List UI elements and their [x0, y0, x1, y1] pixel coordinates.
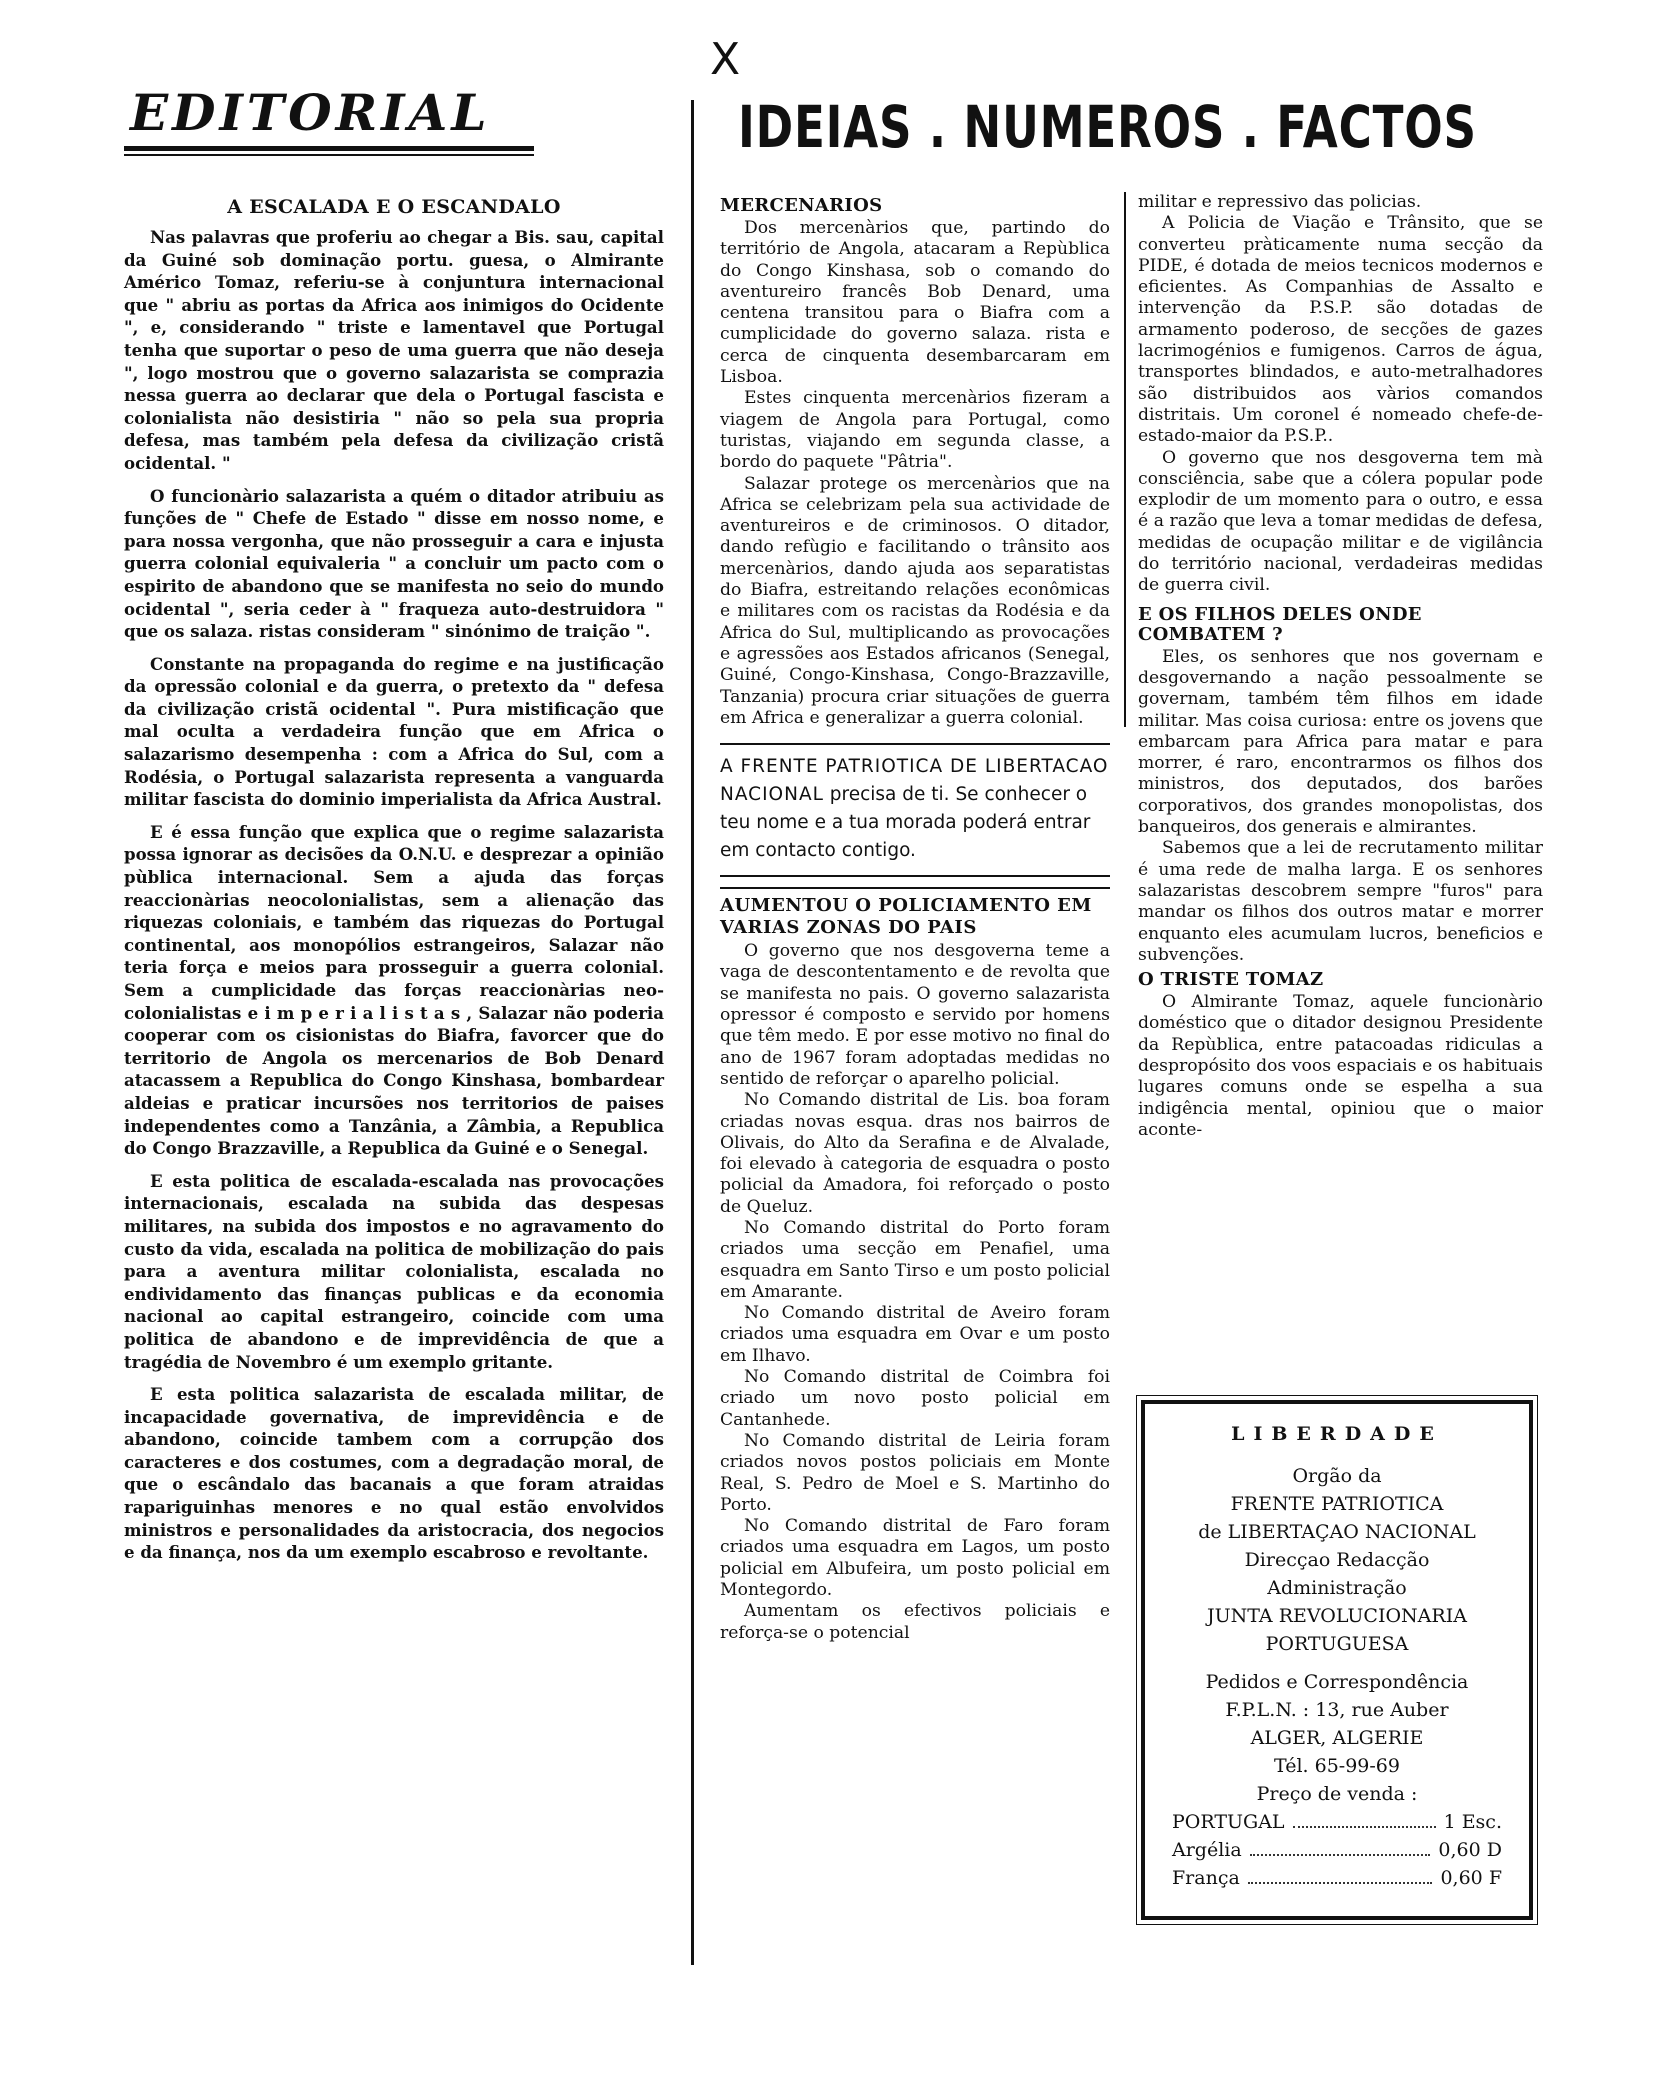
price-value: 0,60 D [1438, 1839, 1502, 1861]
article-paragraph: Dos mercenàrios que, partindo do território de Angola, atacaram a Repùblica do Congo Kinshasa, sob o comando do aventureiro francês Bob Denard, uma centena transitou para o Biafra com a cumplicidade do governo salaza. rista e cerca de cinquenta desembarcaram em Lisboa. [720, 218, 1110, 388]
article-paragraph: No Comando distrital de Faro foram criados uma esquadra em Lagos, um posto policial em Albufeira, um posto policial em Montegordo. [720, 1516, 1110, 1601]
price-row [1172, 1836, 1502, 1864]
price-row [1172, 1864, 1502, 1892]
column-divider [691, 100, 694, 1965]
article-paragraph: O governo que nos desgoverna teme a vaga de descontentamento e de revolta que se manifesta no pais. O governo salazarista opressor é composto e servido por homens que têm medo. E por esse motivo no final do ano de 1967 foram adoptadas medidas no sentido de reforçar o aparelho policial. [720, 941, 1110, 1089]
masthead-line: Direcçao Redacção [1244, 1549, 1430, 1571]
price-label: Preço de venda : [1256, 1783, 1418, 1805]
editorial-title: EDITORIAL [130, 83, 491, 142]
mercenarios-title: MERCENARIOS [720, 195, 883, 216]
article-paragraph: No Comando distrital de Lis. boa foram criadas novas esqua. dras nos bairros de Olivais, do Alto da Serafina e de Alvalade, foi elevado à categoria de esquadra o posto policial da Amadora, foi reforçado o posto de Queluz. [720, 1090, 1110, 1217]
filhos-title: E OS FILHOS DELES ONDE COMBATEM ? [1138, 603, 1422, 645]
article-paragraph: Eles, os senhores que nos governam e desgovernando a nação pessoalmente se governam, também têm filhos em idade militar. Mas coisa curiosa: entre os jovens que embarcam para Africa para matar e para morrer, é raro, encontrarmos os filhos dos ministros, dos deputados, dos barões corporativos, dos grandes monopolistas, dos banqueiros, dos generais e almirantes. [1138, 646, 1543, 838]
price-country: PORTUGAL [1172, 1811, 1285, 1833]
price-country: França [1172, 1867, 1240, 1889]
fpln-notice-text: precisa de ti. Se conhecer o teu nome e a tua morada poderá entrar em contacto contigo. [720, 784, 1091, 862]
article-paragraph: No Comando distrital de Leiria foram criados novos postos policiais em Monte Real, S. Pedro de Moel e S. Martinho do Porto. [720, 1430, 1110, 1515]
handwritten-x-mark: X [710, 34, 741, 85]
price-country: Argélia [1172, 1839, 1242, 1861]
tomaz-title: O TRISTE TOMAZ [1138, 969, 1324, 991]
article-paragraph: Salazar protege os mercenàrios que na Africa se celebrizam pela sua actividade de aventureiros e de criminosos. O ditador, dando refùgio e facilitando o trânsito aos mercenàrios, dando ajuda aos separatistas do Biafra, estreitando relações econômicas e militares com os racistas da Rodésia e da Africa do Sul, multiplicando as provocações e agressões aos Estados africanos (Senegal, Guiné, Congo-Kinshasa, Congo-Brazzaville, Tanzania) procura criar situações de guerra em Africa e generalizar a guerra colonial. [720, 473, 1110, 728]
editorial-paragraph: E esta politica de escalada-escalada nas provocações internacionais, escalada na subida das despesas militares, na subida dos impostos e no agravamento do custo da vida, escalada na politica de mobilização do pais para a aventura militar colonialista, escalada no endividamento das finanças publicas e da economia nacional ao capital estrangeiro, coincide com uma politica de abandono e de imprevidência de que a tragédia de Novembro é um exemplo gritante. [124, 1170, 664, 1372]
fpln-notice [720, 743, 1110, 877]
price-value: 1 Esc. [1443, 1811, 1502, 1833]
contact-line: ALGER, ALGERIE [1250, 1727, 1424, 1749]
price-value: 0,60 F [1440, 1867, 1502, 1889]
article-paragraph: militar e repressivo das policias. [1138, 192, 1422, 212]
article-paragraph: O Almirante Tomaz, aquele funcionàrio doméstico que o ditador designou Presidente da Repùblica, entre patacoadas ridiculas a despropósito dos voos espaciais e os habituais lugares comuns onde se espelha a sua indigência mental, opiniou que o maior aconte- [1138, 992, 1543, 1140]
editorial-paragraph: E esta politica salazarista de escalada militar, de incapacidade governativa, de imprevidência e de abandono, coincide tambem com a corrupção dos caracteres e dos costumes, com a degradação moral, de que o escândalo das bacanais a que foram atraidas rapariguinhas menores e no qual estão envolvidos ministros e personalidades da aristocracia, dos negocios e da finança, nos da um exemplo escabroso e revoltante. [124, 1384, 664, 1563]
editorial-paragraph: Nas palavras que proferiu ao chegar a Bis. sau, capital da Guiné sob dominação portu. guesa, o Almirante Américo Tomaz, referiu-se à conjuntura internacional que " abriu as portas da Africa aos inimigos do Ocidente ", e, considerando " triste e lamentavel que Portugal tenha que suportar o peso de uma guerra que não deseja ", logo mostrou que o governo salazarista se comprazia nessa guerra ao declarar que dela o Portugal fascista e colonialista não desistiria " não so pela sua propria defesa, mas também pela defesa da civilização cristã ocidental. " [124, 227, 664, 473]
editorial-rule [124, 146, 534, 151]
masthead-line: FRENTE PATRIOTICA [1230, 1493, 1444, 1515]
article-paragraph: No Comando distrital do Porto foram criados uma secção em Penafiel, uma esquadra em Santo Tirso e um posto policial em Amarante. [720, 1217, 1110, 1302]
contact-line: Pedidos e Correspondência [1205, 1671, 1469, 1693]
masthead-line: Administração [1267, 1577, 1407, 1599]
editorial-paragraph: O funcionàrio salazarista a quém o ditador atribuiu as funções de " Chefe de Estado " disse em nosso nome, e para nossa vergonha, que não prosseguir a cara e injusta guerra colonial equivaleria " a concluir um pacto com o espirito de abandono que se manifesta no seio do mundo ocidental ", seria ceder à " fraqueza auto-destruidora " que os salaza. ristas consideram " sinónimo de traição ". [124, 485, 664, 642]
article-paragraph: Sabemos que a lei de recrutamento militar é uma rede de malha larga. E os senhores salazaristas descobrem sempre "furos" para mandar os filhos dos outros matar e morrer enquanto eles acumulam lucros, beneficios e subvenções. [1138, 838, 1543, 965]
masthead-line: Orgão da [1292, 1465, 1382, 1487]
section-header-title: IDEIAS . NUMEROS . FACTOS [738, 93, 1477, 161]
article-paragraph: A Policia de Viação e Trânsito, que se converteu pràticamente numa secção da PIDE, é dotada de meios tecnicos modernos e eficientes. As Companhias de Assalto e intervenção da P.S.P. são dotadas de armamento poderoso, de secções de gazes lacrimogénios e fumigenos. Carros de água, transportes blindados, e auto-metralhadores são distribuidos aos vàrios comandos distritais. Um coronel é nomeado chefe-de-estado-maior da P.S.P.. [1138, 213, 1543, 447]
price-row [1172, 1808, 1502, 1836]
masthead-line: PORTUGUESA [1265, 1633, 1409, 1655]
editorial-headline: A ESCALADA E O ESCANDALO [227, 196, 561, 218]
article-paragraph: No Comando distrital de Coimbra foi criado um novo posto policial em Cantanhede. [720, 1367, 1110, 1430]
editorial-paragraph: Constante na propaganda do regime e na justificação da opressão colonial e da guerra, o pretexto da " defesa da civilização cristã ocidental ". Pura mistificação que mal oculta a verdadeira função que em Africa o salazarismo desempenha : com a Africa do Sul, com a Rodésia, o Portugal salazarista representa a vanguarda militar fascista do dominio imperialista da Africa Austral. [124, 653, 664, 810]
article-paragraph: Estes cinquenta mercenàrios fizeram a viagem de Angola para Portugal, como turistas, viajando em segunda classe, a bordo do paquete "Pâtria". [720, 388, 1110, 473]
inner-column-divider [1124, 192, 1126, 727]
editorial-rule-thin [124, 154, 534, 156]
article-paragraph: No Comando distrital de Aveiro foram criados uma esquadra em Ovar e um posto em Ilhavo. [720, 1303, 1110, 1366]
masthead-line: JUNTA REVOLUCIONARIA [1207, 1605, 1467, 1627]
right-column [1138, 192, 1543, 1141]
contact-line: F.P.L.N. : 13, rue Auber [1225, 1699, 1449, 1721]
editorial-paragraph: E é essa função que explica que o regime salazarista possa ignorar as decisões da O.N.U. e desprezar a opinião pùblica internacional. Sem a ajuda das forças reaccionàrias neocolonialistas, sem a alienação das riquezas coloniais, e também das riquezas do Portugal continental, aos monopólios estrangeiros, Salazar não teria força e meios para prosseguir a guerra colonial. Sem a cumplicidade das forças reaccionàrias neo-colonialistas e i m p e r i a l i s t a s , Salazar não poderia cooperar com os cisionistas do Biafra, favorcer que do territorio de Angola os mercenarios de Bob Denard atacassem a Republica do Congo Kinshasa, bombardear aldeias e praticar incursões nos territorios de paises independentes como a Tanzânia, a Zâmbia, a Republica do Congo Brazzaville, a Republica da Guiné e o Senegal. [124, 821, 664, 1159]
liberdade-title: LIBERDADE [1231, 1423, 1443, 1445]
article-paragraph: Aumentam os efectivos policiais e reforça-se o potencial [720, 1601, 1110, 1643]
masthead-line: de LIBERTAÇAO NACIONAL [1198, 1521, 1476, 1543]
article-paragraph: O governo que nos desgoverna tem mà consciência, sabe que a cólera popular pode explodir de um momento para o outro, e essa é a razão que leva a tomar medidas de defesa, medidas de ocupação militar e de vigilância do território nacional, verdadeiras medidas de guerra civil. [1138, 447, 1543, 596]
price-list [1172, 1808, 1502, 1892]
policiamento-title: AUMENTOU O POLICIAMENTO EM VARIAS ZONAS DO PAIS [720, 887, 1110, 939]
liberdade-masthead-box [1141, 1400, 1533, 1920]
contact-line: Tél. 65-99-69 [1274, 1755, 1400, 1777]
editorial-column [124, 83, 664, 1564]
middle-column [720, 192, 1110, 1644]
fpln-notice-lead: A FRENTE PATRIOTICA DE LIBERTACAO NACIONAL [720, 756, 1109, 806]
